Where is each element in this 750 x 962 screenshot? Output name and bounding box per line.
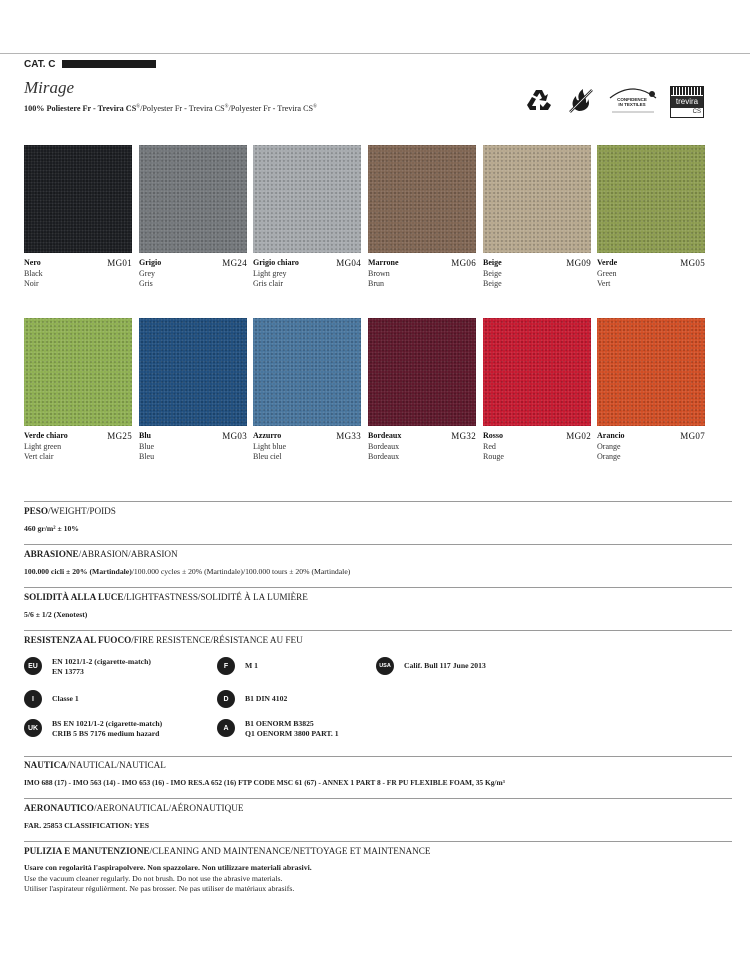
swatch-code: MG04 — [336, 258, 361, 268]
divider — [24, 756, 732, 757]
swatch-label — [597, 258, 705, 290]
fire-cert-text — [404, 661, 486, 671]
swatch-name-en: Green — [597, 268, 617, 278]
fire-cert-line1: B1 OENORM B3825 — [245, 719, 314, 728]
badge-d: D — [217, 690, 235, 708]
swatch-name-fr: Vert — [597, 279, 611, 288]
swatch-name-en: Grey — [139, 268, 155, 278]
aeronautical-title: AERONAUTICO/AERONAUTICAL/AÉRONAUTIQUE — [24, 803, 244, 813]
swatch-name-it: Grigio chiaro — [253, 258, 299, 267]
swatch-mg03 — [139, 318, 247, 426]
swatch-name-en: Blue — [139, 441, 155, 451]
swatch-mg04 — [253, 145, 361, 253]
badge-uk: UK — [24, 719, 42, 737]
swatch-mg01 — [24, 145, 132, 253]
swatch-code: MG24 — [222, 258, 247, 268]
divider — [24, 841, 732, 842]
swatch-code: MG32 — [451, 431, 476, 441]
swatch-name-en: Beige — [483, 268, 502, 278]
swatch-label — [253, 258, 361, 290]
divider — [24, 798, 732, 799]
category-bar — [62, 60, 156, 68]
swatch-code: MG02 — [566, 431, 591, 441]
lightfastness-title: SOLIDITÀ ALLA LUCE/LIGHTFASTNESS/SOLIDITÉ À LA LUMIÈRE — [24, 592, 308, 602]
swatch-name-en: Orange — [597, 441, 621, 451]
swatch-label — [368, 431, 476, 463]
fire-cert-text — [245, 661, 258, 671]
swatch-mg32 — [368, 318, 476, 426]
swatch-mg33 — [253, 318, 361, 426]
swatch-name-en: Light blue — [253, 441, 287, 451]
swatch-name-en: Light green — [24, 441, 62, 451]
swatch-label — [253, 431, 361, 463]
swatch-name-it: Verde — [597, 258, 618, 267]
divider — [24, 587, 732, 588]
swatch-mg07 — [597, 318, 705, 426]
product-name: Mirage — [24, 78, 75, 97]
swatch-name-it: Nero — [24, 258, 41, 267]
swatch-name-it: Beige — [483, 258, 502, 267]
swatch-code: MG07 — [680, 431, 705, 441]
swatch-code: MG01 — [107, 258, 132, 268]
fire-cert-line1: Classe 1 — [52, 694, 79, 703]
swatch-label — [483, 431, 591, 463]
aeronautical-value: FAR. 25853 CLASSIFICATION: YES — [24, 821, 150, 830]
swatch-label — [139, 431, 247, 463]
swatch-name-it: Verde chiaro — [24, 431, 68, 440]
swatch-name-en: Bordeaux — [368, 441, 400, 451]
swatch-name-fr: Gris — [139, 279, 153, 288]
swatch-name-it: Rosso — [483, 431, 504, 440]
swatch-name-fr: Beige — [483, 279, 502, 288]
swatch-name-it: Marrone — [368, 258, 399, 267]
cleaning-title: PULIZIA E MANUTENZIONE/CLEANING AND MAINTENANCE/NETTOYAGE ET MAINTENANCE — [24, 846, 431, 856]
swatch-code: MG25 — [107, 431, 132, 441]
swatch-name-fr: Orange — [597, 452, 621, 461]
swatch-label — [368, 258, 476, 290]
divider — [24, 544, 732, 545]
swatch-name-fr: Gris clair — [253, 279, 283, 288]
recycle-icon — [526, 88, 552, 112]
swatch-code: MG05 — [680, 258, 705, 268]
lightfastness-value: 5/6 ± 1/2 (Xenotest) — [24, 610, 88, 619]
fire-cert-line1: BS EN 1021/1-2 (cigarette-match) — [52, 719, 163, 728]
fire-cert-text — [245, 719, 339, 739]
swatch-name-en: Red — [483, 441, 496, 451]
divider — [24, 501, 732, 502]
category-label: CAT. C — [24, 59, 56, 70]
swatch-label — [24, 431, 132, 463]
swatch-mg09 — [483, 145, 591, 253]
swatch-code: MG09 — [566, 258, 591, 268]
swatch-code: MG33 — [336, 431, 361, 441]
nautical-value: IMO 688 (17) - IMO 563 (14) - IMO 653 (16) - IMO RES.A 652 (16) FTP CODE MSC 61 (67) - ANNEX 1 PART 8 - FR PU FLEXIBLE FOAM, 35 Kg/m³ — [24, 778, 505, 787]
fire-cert-line2: Q1 OENORM 3800 PART. 1 — [245, 729, 339, 738]
swatch-label — [139, 258, 247, 290]
top-rule — [0, 53, 750, 54]
fire-cert-line1: B1 DIN 4102 — [245, 694, 288, 703]
fire-cert-line2: CRIB 5 BS 7176 medium hazard — [52, 729, 160, 738]
composition-bold: 100% Poliestere Fr - Trevira CS — [24, 104, 137, 113]
fire-cert-text — [52, 694, 79, 704]
swatch-name-fr: Vert clair — [24, 452, 54, 461]
swatch-name-fr: Noir — [24, 279, 39, 288]
swatch-label — [24, 258, 132, 290]
swatch-name-fr: Bordeaux — [368, 452, 400, 461]
swatch-name-it: Bordeaux — [368, 431, 402, 440]
swatch-mg25 — [24, 318, 132, 426]
badge-i: I — [24, 690, 42, 708]
fire-retardant-icon — [566, 86, 594, 114]
weight-value: 460 gr/m² ± 10% — [24, 524, 79, 533]
fire-title: RESISTENZA AL FUOCO/FIRE RESISTENCE/RÉSISTANCE AU FEU — [24, 635, 303, 645]
divider — [24, 630, 732, 631]
swatch-name-it: Arancio — [597, 431, 625, 440]
swatch-name-fr: Bleu ciel — [253, 452, 282, 461]
swatch-label — [597, 431, 705, 463]
swatch-name-en: Light grey — [253, 268, 287, 278]
fire-cert-text — [52, 719, 162, 739]
swatch-name-it: Grigio — [139, 258, 162, 267]
abrasion-value: 100.000 cicli ± 20% (Martindale)/100.000 cycles ± 20% (Martindale)/100.000 tours ± 20% (Martindale) — [24, 567, 351, 576]
abrasion-title: ABRASIONE/ABRASION/ABRASION — [24, 549, 178, 559]
swatch-code: MG03 — [222, 431, 247, 441]
trevira-cs-logo: trevira CS — [670, 86, 704, 118]
weight-title: PESO/WEIGHT/POIDS — [24, 506, 116, 516]
nautical-title: NAUTICA/NAUTICAL/NAUTICAL — [24, 760, 166, 770]
confidence-in-textiles-logo: CONFIDENCE IN TEXTILES — [606, 86, 660, 116]
badge-eu: EU — [24, 657, 42, 675]
fire-cert-text — [245, 694, 287, 704]
swatch-name-fr: Bleu — [139, 452, 155, 461]
swatch-name-it: Azzurro — [253, 431, 282, 440]
swatch-name-en: Black — [24, 268, 43, 278]
fire-cert-line1: Calif. Bull 117 June 2013 — [404, 661, 486, 670]
fire-cert-line2: EN 13773 — [52, 667, 84, 676]
badge-usa: USA — [376, 657, 394, 675]
swatch-name-fr: Brun — [368, 279, 384, 288]
swatch-name-fr: Rouge — [483, 452, 504, 461]
badge-a: A — [217, 719, 235, 737]
swatch-code: MG06 — [451, 258, 476, 268]
fire-cert-text — [52, 657, 151, 677]
fire-cert-line1: M 1 — [245, 661, 259, 670]
swatch-label — [483, 258, 591, 290]
swatch-mg24 — [139, 145, 247, 253]
swatch-mg05 — [597, 145, 705, 253]
fire-cert-line1: EN 1021/1-2 (cigarette-match) — [52, 657, 151, 666]
swatch-mg02 — [483, 318, 591, 426]
swatch-name-it: Blu — [139, 431, 152, 440]
swatch-mg06 — [368, 145, 476, 253]
composition: 100% Poliestere Fr - Trevira CS®/Polyester Fr - Trevira CS®/Polyester Fr - Trevira CS® — [24, 104, 317, 113]
swatch-name-en: Brown — [368, 268, 390, 278]
cleaning-instructions: Usare con regolarità l'aspirapolvere. Non spazzolare. Non utilizzare materiali abrasivi. Use the vacuum cleaner regularly. Do not brush. Do not use the abrasive materials. Utiliser l'aspirateur régulièrment. Ne pas brosser. Ne pas utiliser de matériaux abrasifs. — [24, 863, 312, 893]
badge-f: F — [217, 657, 235, 675]
